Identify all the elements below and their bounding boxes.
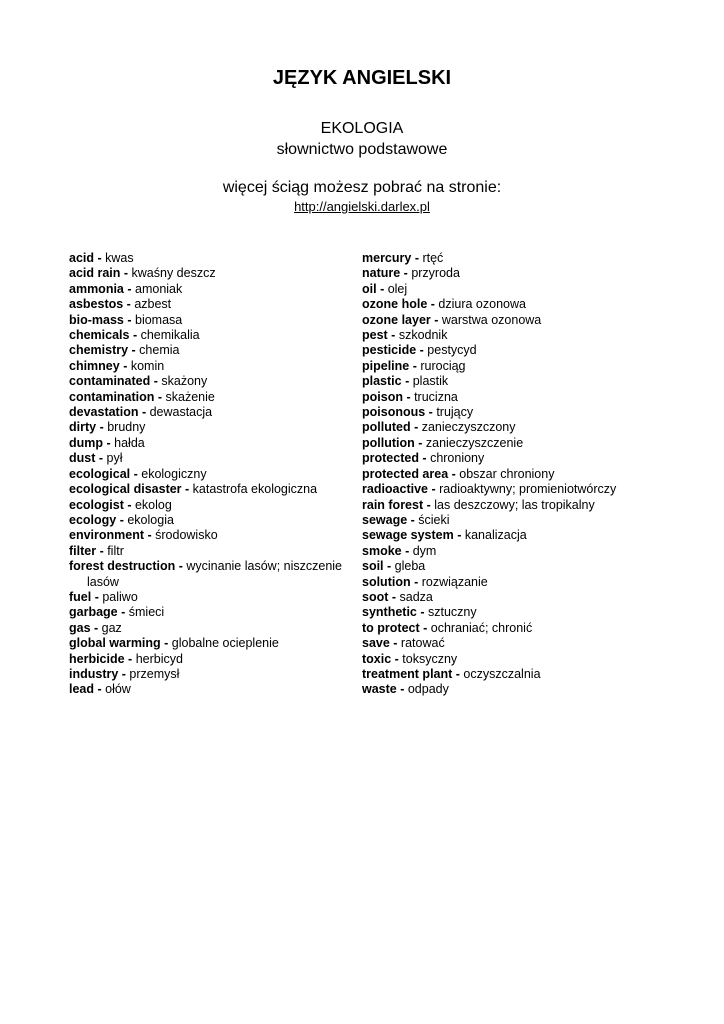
vocab-entry xyxy=(69,513,361,528)
vocab-term: dump xyxy=(69,435,104,450)
vocab-term: ozone hole xyxy=(362,297,428,312)
vocab-separator: - xyxy=(123,497,135,512)
vocab-definition: rozwiązanie xyxy=(421,574,488,589)
vocab-definition: zanieczyszczenie xyxy=(425,435,524,450)
vocab-term: contamination xyxy=(69,389,155,404)
vocab-entry xyxy=(69,621,361,636)
vocab-entry xyxy=(69,313,361,328)
vocab-definition: toksyczny xyxy=(402,651,458,666)
vocab-term: dust xyxy=(69,451,96,466)
topic-subtitle: słownictwo podstawowe xyxy=(276,141,448,158)
vocab-entry xyxy=(362,359,662,374)
vocab-separator: - xyxy=(181,482,193,497)
vocab-term: acid xyxy=(69,251,95,265)
vocab-entry xyxy=(69,467,361,482)
vocab-entry xyxy=(69,297,361,312)
vocab-entry xyxy=(69,343,361,358)
vocab-separator: - xyxy=(130,466,142,481)
vocab-separator: - xyxy=(416,343,428,358)
vocab-separator: - xyxy=(103,435,115,450)
vocab-term: asbestos xyxy=(69,297,124,312)
vocab-separator: - xyxy=(401,374,413,389)
vocab-separator: - xyxy=(138,405,150,420)
vocab-entry xyxy=(69,282,361,297)
vocab-definition: ochraniać; chronić xyxy=(430,620,533,635)
vocab-separator: - xyxy=(123,312,135,327)
vocab-definition-continued: lasów xyxy=(87,574,119,589)
vocab-entry xyxy=(362,667,662,682)
vocab-entry xyxy=(69,652,361,667)
vocab-separator: - xyxy=(123,281,135,296)
vocab-separator: - xyxy=(427,297,439,312)
vocab-term: to protect xyxy=(362,620,420,635)
vocab-term: poisonous xyxy=(362,405,426,420)
vocab-separator: - xyxy=(154,389,166,404)
vocab-definition: rurociąg xyxy=(420,358,466,373)
vocab-term: polluted xyxy=(362,420,411,435)
vocab-term: bio-mass xyxy=(69,312,124,327)
vocab-separator: - xyxy=(414,435,426,450)
vocab-entry xyxy=(362,251,662,266)
vocab-term: treatment plant xyxy=(362,666,453,681)
vocab-definition: szkodnik xyxy=(398,328,448,343)
vocab-term: ammonia xyxy=(69,281,124,296)
vocab-term: herbicide xyxy=(69,651,125,666)
page-title: JĘZYK ANGIELSKI xyxy=(272,67,452,89)
vocab-entry xyxy=(362,559,662,574)
vocab-term: pesticide xyxy=(362,343,417,358)
vocab-definition: brudny xyxy=(107,420,146,435)
vocab-entry xyxy=(69,420,361,435)
vocab-separator: - xyxy=(425,405,437,420)
vocab-separator: - xyxy=(128,343,140,358)
vocab-separator: - xyxy=(389,636,401,651)
vocab-definition: herbicyd xyxy=(135,651,183,666)
vocab-term: soot xyxy=(362,589,389,604)
vocab-definition: dym xyxy=(412,543,437,558)
vocab-definition: sztuczny xyxy=(428,605,477,620)
vocab-separator: - xyxy=(453,528,465,543)
vocab-entry xyxy=(69,544,361,559)
vocab-definition: obszar chroniony xyxy=(459,466,555,481)
vocab-separator: - xyxy=(410,574,422,589)
vocab-term: protected area xyxy=(362,466,449,481)
vocab-separator: - xyxy=(448,466,460,481)
vocab-separator: - xyxy=(419,620,431,635)
vocab-definition: kwaśny deszcz xyxy=(131,266,216,281)
vocab-entry xyxy=(362,528,662,543)
vocab-entry xyxy=(362,621,662,636)
vocab-definition: katastrofa ekologiczna xyxy=(192,482,318,497)
vocab-entry xyxy=(362,390,662,405)
vocab-term: waste xyxy=(362,682,397,697)
vocab-separator: - xyxy=(400,266,412,281)
vocab-entry xyxy=(69,528,361,543)
vocab-definition: ekologiczny xyxy=(141,466,207,481)
vocab-definition: dewastacja xyxy=(149,405,213,420)
vocab-term: dirty xyxy=(69,420,97,435)
vocab-term: plastic xyxy=(362,374,402,389)
vocab-separator: - xyxy=(91,589,103,604)
vocab-definition: wycinanie lasów; niszczenie xyxy=(186,559,343,574)
vocab-entry xyxy=(69,405,361,420)
vocab-entry xyxy=(69,482,361,497)
vocab-definition: środowisko xyxy=(155,528,218,543)
vocab-separator: - xyxy=(423,497,435,512)
vocab-separator: - xyxy=(96,543,108,558)
vocab-entry xyxy=(69,359,361,374)
vocab-definition: ołów xyxy=(105,682,131,697)
vocab-definition: chemikalia xyxy=(140,328,200,343)
vocab-entry xyxy=(362,451,662,466)
vocab-separator: - xyxy=(452,666,464,681)
vocab-term: ecological disaster xyxy=(69,482,182,497)
vocab-entry xyxy=(69,374,361,389)
vocab-definition: hałda xyxy=(114,435,145,450)
vocab-entry xyxy=(69,390,361,405)
vocab-definition: skażony xyxy=(161,374,208,389)
vocab-term: forest destruction xyxy=(69,559,176,574)
vocab-term: filter xyxy=(69,543,97,558)
vocab-definition: filtr xyxy=(107,543,124,558)
vocab-entry xyxy=(69,436,361,451)
vocab-definition: zanieczyszczony xyxy=(421,420,516,435)
vocab-definition: plastik xyxy=(412,374,449,389)
vocab-definition: pestycyd xyxy=(427,343,477,358)
vocab-entry xyxy=(362,636,662,651)
vocab-definition: amoniak xyxy=(135,281,183,296)
vocab-entry xyxy=(362,436,662,451)
vocab-term: soil xyxy=(362,559,384,574)
vocab-term: oil xyxy=(362,281,377,296)
vocab-definition: oczyszczalnia xyxy=(463,666,541,681)
vocab-separator: - xyxy=(383,559,395,574)
vocab-term: pest xyxy=(362,328,388,343)
vocab-term: devastation xyxy=(69,405,139,420)
vocab-entry xyxy=(362,605,662,620)
vocab-entry xyxy=(69,682,361,697)
vocab-definition: odpady xyxy=(407,682,449,697)
vocab-term: industry xyxy=(69,666,119,681)
vocab-term: gas xyxy=(69,620,91,635)
vocab-entry xyxy=(362,420,662,435)
vocab-definition: dziura ozonowa xyxy=(438,297,526,312)
vocab-term: global warming xyxy=(69,636,161,651)
vocab-definition: biomasa xyxy=(135,312,183,327)
vocab-separator: - xyxy=(407,512,419,527)
vocab-definition: chroniony xyxy=(430,451,485,466)
vocab-entry xyxy=(362,467,662,482)
vocab-entry xyxy=(69,636,361,651)
vocab-entry xyxy=(69,251,361,266)
vocab-term: pipeline xyxy=(362,358,410,373)
vocab-definition: skażenie xyxy=(165,389,215,404)
vocab-definition: rtęć xyxy=(422,251,444,265)
vocab-entry xyxy=(362,297,662,312)
vocab-entry xyxy=(362,328,662,343)
vocab-entry xyxy=(362,682,662,697)
vocab-term: sewage system xyxy=(362,528,454,543)
vocab-entry xyxy=(362,343,662,358)
vocab-entry xyxy=(69,667,361,682)
vocab-term: sewage xyxy=(362,512,408,527)
vocab-term: rain forest xyxy=(362,497,424,512)
vocab-entry xyxy=(69,605,361,620)
vocab-separator: - xyxy=(409,358,421,373)
vocab-separator: - xyxy=(129,328,141,343)
vocab-separator: - xyxy=(430,312,442,327)
vocab-term: pollution xyxy=(362,435,415,450)
vocab-entry xyxy=(69,590,361,605)
vocab-term: lead xyxy=(69,682,95,697)
vocab-entry xyxy=(362,652,662,667)
vocab-definition: azbest xyxy=(134,297,172,312)
vocab-entry xyxy=(362,266,662,281)
vocab-separator: - xyxy=(95,451,107,466)
vocab-term: fuel xyxy=(69,589,92,604)
vocab-definition: ekolog xyxy=(134,497,172,512)
vocab-separator: - xyxy=(96,420,108,435)
vocab-separator: - xyxy=(391,651,403,666)
vocab-definition: radioaktywny; promieniotwórczy xyxy=(439,482,617,497)
vocab-separator: - xyxy=(94,251,106,265)
vocab-definition: paliwo xyxy=(102,589,138,604)
vocab-term: ozone layer xyxy=(362,312,431,327)
vocab-term: save xyxy=(362,636,390,651)
vocab-separator: - xyxy=(116,512,128,527)
vocab-separator: - xyxy=(388,589,400,604)
vocab-definition: przyroda xyxy=(411,266,460,281)
vocab-term: chemicals xyxy=(69,328,130,343)
vocab-separator: - xyxy=(150,374,162,389)
vocab-separator: - xyxy=(175,559,187,574)
vocab-separator: - xyxy=(120,266,132,281)
vocab-separator: - xyxy=(123,297,135,312)
vocab-entry xyxy=(362,498,662,513)
vocab-definition: śmieci xyxy=(128,605,165,620)
vocab-entry xyxy=(362,544,662,559)
vocab-term: toxic xyxy=(362,651,392,666)
vocab-entry xyxy=(69,498,361,513)
vocab-entry xyxy=(362,482,662,497)
vocab-term: chimney xyxy=(69,358,120,373)
vocab-entry xyxy=(362,313,662,328)
vocab-term: synthetic xyxy=(362,605,417,620)
vocab-definition: przemysł xyxy=(129,666,180,681)
vocab-definition: pył xyxy=(106,451,123,466)
vocab-separator: - xyxy=(396,682,408,697)
vocab-separator: - xyxy=(401,543,413,558)
topic-title: EKOLOGIA xyxy=(320,120,404,137)
vocab-term: ecological xyxy=(69,466,131,481)
vocab-separator: - xyxy=(144,528,156,543)
vocab-entry xyxy=(69,328,361,343)
vocab-term: garbage xyxy=(69,605,118,620)
vocab-term: poison xyxy=(362,389,403,404)
vocab-definition: gleba xyxy=(394,559,426,574)
vocabulary-list-left xyxy=(69,251,361,698)
vocab-separator: - xyxy=(416,605,428,620)
vocab-separator: - xyxy=(117,605,129,620)
vocab-entry xyxy=(362,282,662,297)
vocab-definition: chemia xyxy=(139,343,180,358)
vocab-term: radioactive xyxy=(362,482,429,497)
vocab-term: ecology xyxy=(69,512,117,527)
vocab-term: acid rain xyxy=(69,266,121,281)
vocab-separator: - xyxy=(160,636,172,651)
vocab-entry xyxy=(362,513,662,528)
website-link[interactable]: http://angielski.darlex.pl xyxy=(294,199,430,214)
vocab-definition: kanalizacja xyxy=(464,528,527,543)
vocabulary-list-right xyxy=(362,251,662,698)
vocab-entry xyxy=(362,590,662,605)
vocab-term: protected xyxy=(362,451,419,466)
vocab-term: chemistry xyxy=(69,343,129,358)
vocab-separator: - xyxy=(94,682,106,697)
vocab-separator: - xyxy=(119,358,131,373)
vocab-entry xyxy=(362,374,662,389)
vocab-entry xyxy=(69,451,361,466)
more-info-text: więcej ściąg możesz pobrać na stronie: xyxy=(222,179,502,196)
vocab-definition: las deszczowy; las tropikalny xyxy=(434,497,595,512)
vocab-entry xyxy=(69,266,361,281)
vocab-definition: ratować xyxy=(400,636,445,651)
vocab-separator: - xyxy=(387,328,399,343)
vocab-separator: - xyxy=(411,251,423,265)
vocab-separator: - xyxy=(418,451,431,466)
vocab-separator: - xyxy=(410,420,422,435)
vocab-separator: - xyxy=(402,389,415,404)
vocab-definition: trucizna xyxy=(414,389,458,404)
vocab-definition: globalne ocieplenie xyxy=(171,636,279,651)
vocab-term: environment xyxy=(69,528,145,543)
vocab-entry xyxy=(362,405,662,420)
vocab-term: mercury xyxy=(362,251,412,265)
vocab-definition: kwas xyxy=(105,251,134,265)
vocab-term: smoke xyxy=(362,543,402,558)
vocab-definition: warstwa ozonowa xyxy=(441,312,542,327)
vocab-definition: komin xyxy=(130,358,165,373)
vocab-term: contaminated xyxy=(69,374,151,389)
vocab-entry xyxy=(362,575,662,590)
vocab-term: nature xyxy=(362,266,401,281)
vocab-separator: - xyxy=(118,666,130,681)
vocab-separator: - xyxy=(428,482,440,497)
vocab-entry xyxy=(69,559,361,590)
vocab-definition: trujący xyxy=(436,405,474,420)
vocab-definition: olej xyxy=(387,281,408,296)
vocab-separator: - xyxy=(90,620,102,635)
vocab-definition: gaz xyxy=(101,620,122,635)
vocab-definition: sadza xyxy=(399,589,433,604)
vocab-definition: ekologia xyxy=(127,512,174,527)
vocab-term: ecologist xyxy=(69,497,124,512)
vocab-separator: - xyxy=(124,651,136,666)
vocab-definition: ścieki xyxy=(418,512,450,527)
vocab-separator: - xyxy=(376,281,388,296)
vocab-term: solution xyxy=(362,574,411,589)
